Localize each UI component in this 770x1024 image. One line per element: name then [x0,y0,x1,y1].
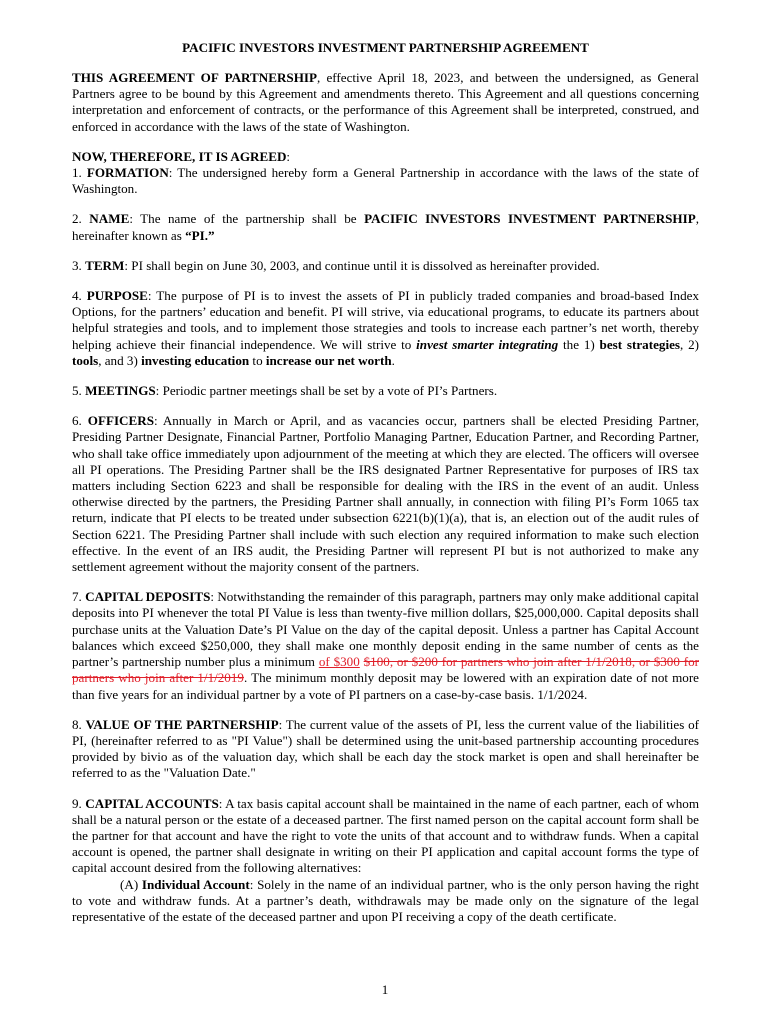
section-value: 8. VALUE OF THE PARTNERSHIP: The current value of the assets of PI, less the current value of the liabilities of PI, (hereinafter referred to as "PI Value") shall be determined using the unit-based partnership accounting procedures provided by bivio as of the valuation day, which shall be each day the stock market is open and shall hereinafter be referred to as the "Valuation Date." [72,716,700,781]
document-page [72,40,699,925]
section-heading: NAME [89,211,130,227]
subsection-individual-account: (A) Individual Account: Solely in the name of an individual partner, who is the only person having the right to vote and withdraw funds. At a partner’s death, withdrawals may be made only on the signature of the legal representative of the estate of the deceased partner and upon PI receiving a copy of the death certificate. [72,876,699,924]
page-number: 1 [381,982,389,997]
section-heading: PURPOSE [86,288,148,304]
section-heading: OFFICERS [87,413,154,429]
section-heading: CAPITAL DEPOSITS [85,589,211,605]
section-heading: VALUE OF THE PARTNERSHIP [85,716,279,732]
section-name: 2. NAME: The name of the partnership shall be PACIFIC INVESTORS INVESTMENT PARTNERSHIP, hereinafter known as “PI.” [72,211,699,243]
section-term: 3. TERM: PI shall begin on June 30, 2003, and continue until it is dissolved as hereinafter provided. [72,257,600,273]
section-heading: FORMATION [86,165,169,181]
section-heading: CAPITAL ACCOUNTS [85,795,219,811]
resolved-heading: NOW, THEREFORE, IT IS AGREED: [72,148,291,164]
section-officers: 6. OFFICERS: Annually in March or April, and as vacancies occur, partners shall be elected Presiding Partner, Presiding Partner Designate, Financial Partner, Portfolio Managing Partner, Education Partner, and Recording Partner, who shall take office immediately upon adjournment of the meeting at which they are elected. The officers will oversee all PI operations. The Presiding Partner shall be the IRS designated Partner Representative for purposes of IRS tax matters including Section 6223 and shall be responsible for dealing with the IRS in the event of an audit. Unless otherwise directed by the partners, the Presiding Partner shall annually, in connection with filing PI’s Form 1065 tax return, indicate that PI elects to be treated under subsection 6221(b)(1)(a), that is, an election out of the audit rules of Section 6221. The Presiding Partner shall include with such election any required information to make such election effective. In the event of an IRS audit, the Presiding Partner will represent PI but is not authorized to make any settlement agreement without the majority consent of the partners. [72,413,699,575]
section-formation: 1. FORMATION: The undersigned hereby form a General Partnership in accordance with the laws of the state of Washington. [72,165,699,197]
intro-text: , effective April 18, 2023, and between the undersigned, as General Partners agree to be bound by this Agreement and amendments thereto. This Agreement and all questions concerning interpretation and enforcement of contracts, or the performance of this Agreement shall be interpreted, construed, and enforced in accordance with the laws of the state of Washington. [72,70,699,134]
section-capital-deposits: 7. CAPITAL DEPOSITS: Notwithstanding the remainder of this paragraph, partners may only make additional capital deposits into PI whenever the total PI Value is less than twenty-five million dollars, $25,000,000. Capital deposits shall purchase units at the Valuation Date’s PI Value on the day of the capital deposit. Unless a partner has Capital Account balances which exceed $250,000, they shall make one monthly deposit ending in the same number of cents as the partner’s partnership number plus a minimum of $300 $100, or $200 for partners who join after 1/1/2018, or $300 for partners who join after 1/1/2019. The minimum monthly deposit may be lowered with an expiration date of not more than five years for an individual partner by a vote of PI partners on a case-by-case basis. 1/1/2024. [72,589,700,702]
section-heading: TERM [85,257,125,273]
deleted-revision: $100, or $200 for partners who join after 1/1/2018, or $300 for partners who join after 1/1/2019 [72,654,699,686]
section-heading: MEETINGS [85,383,156,399]
section-purpose: 4. PURPOSE: The purpose of PI is to invest the assets of PI in publicly traded companies and broad-based Index Options, for the partners’ education and benefit. PI will strive, via educational programs, to educate its partners about helpful strategies and tools, and to implement those strategies and tools to increase each partner’s net worth, thereby helping achieve their financial independence. We will strive to invest smarter integrating the 1) best strategies, 2) tools, and 3) investing education to increase our net worth. [72,288,700,368]
subsection-heading: Individual Account [141,876,250,892]
document-title: PACIFIC INVESTORS INVESTMENT PARTNERSHIP AGREEMENT [182,40,589,55]
inserted-revision: of $300 [318,654,360,670]
section-capital-accounts: 9. CAPITAL ACCOUNTS: A tax basis capital account shall be maintained in the name of each partner, each of whom shall be a natural person or the estate of a deceased partner. The first named person on the capital account form shall be the partner for that account and have the right to vote the units of that account and to withdraw funds. When a capital account is opened, the partner shall designate in writing on their PI application and capital account forms the type of capital account desired from the following alternatives: [72,795,700,876]
intro-lead: THIS AGREEMENT OF PARTNERSHIP [72,70,317,85]
intro-paragraph [72,70,699,135]
section-meetings: 5. MEETINGS: Periodic partner meetings shall be set by a vote of PI’s Partners. [72,383,498,399]
